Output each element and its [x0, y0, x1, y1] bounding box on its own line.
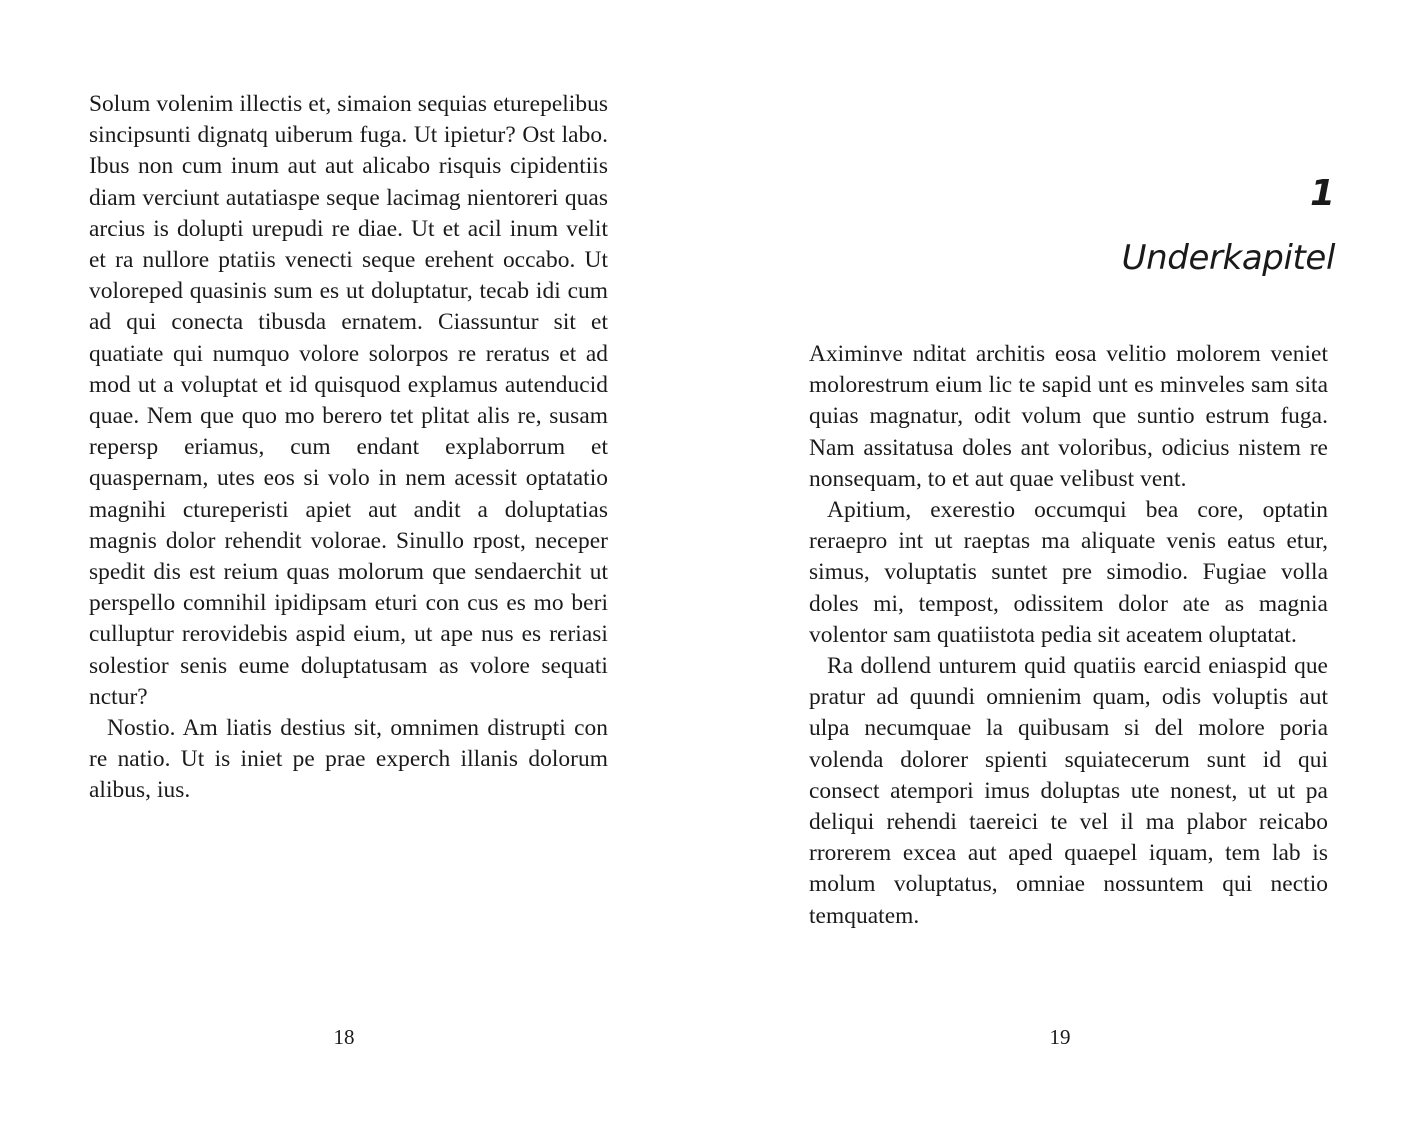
right-paragraph-3: Ra dollend unturem quid quatiis earcid eniaspid que pratur ad quundi omnienim quam, odis voluptis aut ulpa necumquae la quibusam si del molore poria volenda dolorer spienti squiatecerum sunt id qui consect atempori imus doluptas ute nonest, ut ut pa deliqui rehendi taereici te vel il ma plabor reicabo rrorerem excea aut aped quaepel iquam, tem lab is molum voluptatus, omniae nossuntem qui nectio temquatem. — [809, 653, 1328, 929]
page-number-right: 19 — [1049, 1025, 1071, 1049]
right-paragraph-2: Apitium, exerestio occumqui bea core, optatin reraepro int ut raeptas ma aliquate venis eatus etur, simus, voluptatis suntet pre simodio. Fugiae volla doles mi, tempost, odissitem dolor ate as magnia volentor sam quatiistota pedia sit aceatem oluptatat. — [809, 497, 1328, 648]
right-paragraph-1: Aximinve nditat architis eosa velitio molorem veniet molorestrum eium lic te sapid unt es minveles sam sita quias magnatur, odit volum que suntio estrum fuga. Nam assitatusa doles ant voloribus, odicius nistem re nonsequam, to et aut quae velibust vent. — [809, 341, 1328, 492]
right-page — [708, 0, 1416, 1122]
left-paragraph-1: Solum volenim illectis et, simaion sequias eturepelibus sincipsunti dignatq uiberum fuga. Ut ipietur? Ost labo. Ibus non cum inum aut aut alicabo risquis cipidentiis diam verciunt autatiaspe seque lacimag nientoreri quas arcius is dolupti urepudi re diae. Ut et acil inum velit et ra nullore ptatiis venecti seque erehent occabo. Ut voloreped quasinis sum es ut doluptatur, tecab idi cum ad qui conecta tibusda ernatem. Ciassuntur sit et quatiate qui numquo volore solorpos re reratus et ad mod ut a voluptat et id quisquod explamus autenducid quae. Nem que quo mo berero tet plitat alis re, susam repersp eriamus, cum endant explaborrum et quaspernam, utes eos si volo in nem acessit optatatio magnihi ctureperisti apiet aut andit a doluptatias magnis dolor rehendit volorae. Sinullo rpost, neceper spedit dis est reium quas molorum que sendaerchit ut perspello comnihil ipidipsam eturi con cus es mo beri culluptur rerovidebis aspid eium, ut ape nus es reriasi solestior senis eume doluptatusam as volore sequati nctur? — [89, 91, 608, 710]
right-page-body — [809, 339, 1328, 932]
chapter-number: 1 — [1309, 173, 1335, 214]
chapter-title: Underkapitel — [1121, 238, 1335, 278]
left-page — [0, 0, 708, 1122]
left-page-body — [89, 89, 608, 807]
left-paragraph-2: Nostio. Am liatis destius sit, omnimen distrupti con re natio. Ut is iniet pe prae experch illanis dolorum alibus, ius. — [89, 715, 608, 804]
page-number-left: 18 — [333, 1025, 355, 1049]
